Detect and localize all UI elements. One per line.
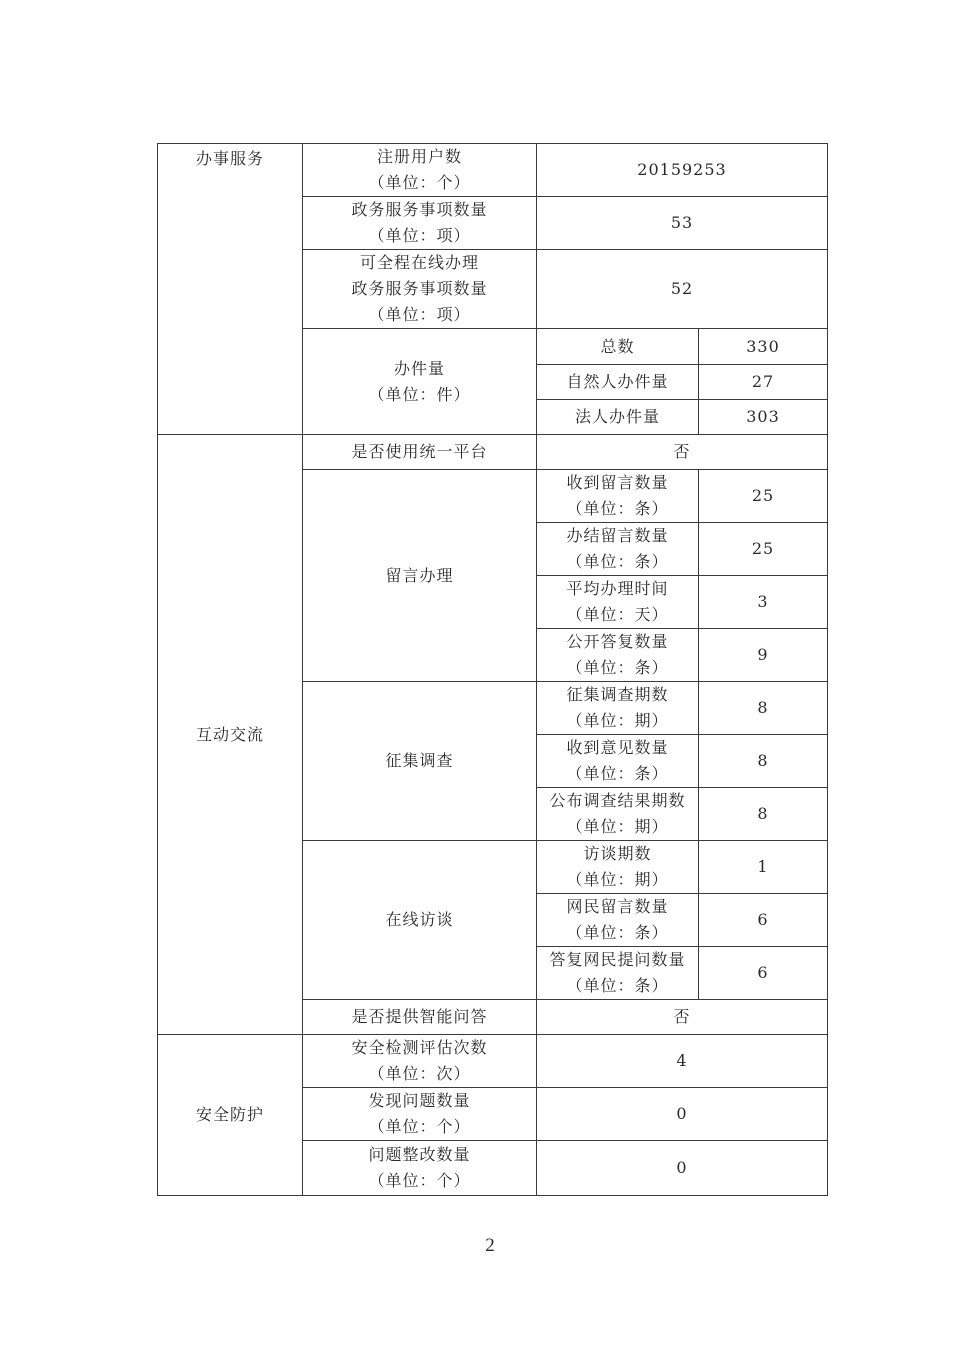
surveys-count-value: 8 [699, 682, 828, 735]
registered-users-value: 20159253 [537, 144, 828, 197]
surveys-count-label: 征集调查期数 （单位：期） [537, 682, 699, 735]
interviews-label: 在线访谈 [303, 841, 537, 1000]
surveys-results-label: 公布调查结果期数 （单位：期） [537, 788, 699, 841]
service-items-label: 政务服务事项数量 （单位：项） [303, 197, 537, 250]
interviews-count-label: 访谈期数 （单位：期） [537, 841, 699, 894]
cases-total-value: 330 [699, 329, 828, 365]
messages-received-value: 25 [699, 470, 828, 523]
surveys-opinions-label: 收到意见数量 （单位：条） [537, 735, 699, 788]
cases-legal-value: 303 [699, 400, 828, 435]
smart-qa-value: 否 [537, 1000, 828, 1035]
interviews-count-value: 1 [699, 841, 828, 894]
registered-users-label: 注册用户数 （单位：个） [303, 144, 537, 197]
online-items-label: 可全程在线办理 政务服务事项数量 （单位：项） [303, 250, 537, 329]
surveys-label: 征集调查 [303, 682, 537, 841]
statistics-table [157, 143, 828, 1196]
unified-platform-label: 是否使用统一平台 [303, 435, 537, 470]
cases-total-label: 总数 [537, 329, 699, 365]
messages-received-label: 收到留言数量 （单位：条） [537, 470, 699, 523]
security-checks-value: 4 [537, 1035, 828, 1088]
security-fixed-label: 问题整改数量 （单位：个） [303, 1141, 537, 1196]
interviews-messages-value: 6 [699, 894, 828, 947]
security-checks-label: 安全检测评估次数 （单位：次） [303, 1035, 537, 1088]
security-issues-value: 0 [537, 1088, 828, 1141]
page-number: 2 [485, 1235, 495, 1256]
surveys-results-value: 8 [699, 788, 828, 841]
messages-avg-time-value: 3 [699, 576, 828, 629]
cases-natural-value: 27 [699, 365, 828, 400]
messages-closed-value: 25 [699, 523, 828, 576]
category-security: 安全防护 [158, 1035, 303, 1196]
surveys-opinions-value: 8 [699, 735, 828, 788]
smart-qa-label: 是否提供智能问答 [303, 1000, 537, 1035]
service-items-value: 53 [537, 197, 828, 250]
messages-label: 留言办理 [303, 470, 537, 682]
category-interaction: 互动交流 [158, 435, 303, 1035]
interviews-replies-value: 6 [699, 947, 828, 1000]
security-fixed-value: 0 [537, 1141, 828, 1196]
security-issues-label: 发现问题数量 （单位：个） [303, 1088, 537, 1141]
messages-public-label: 公开答复数量 （单位：条） [537, 629, 699, 682]
messages-avg-time-label: 平均办理时间 （单位：天） [537, 576, 699, 629]
cases-natural-label: 自然人办件量 [537, 365, 699, 400]
category-service: 办事服务 [158, 144, 303, 435]
unified-platform-value: 否 [537, 435, 828, 470]
messages-public-value: 9 [699, 629, 828, 682]
online-items-value: 52 [537, 250, 828, 329]
interviews-replies-label: 答复网民提问数量 （单位：条） [537, 947, 699, 1000]
interviews-messages-label: 网民留言数量 （单位：条） [537, 894, 699, 947]
messages-closed-label: 办结留言数量 （单位：条） [537, 523, 699, 576]
cases-label: 办件量 （单位：件） [303, 329, 537, 435]
cases-legal-label: 法人办件量 [537, 400, 699, 435]
